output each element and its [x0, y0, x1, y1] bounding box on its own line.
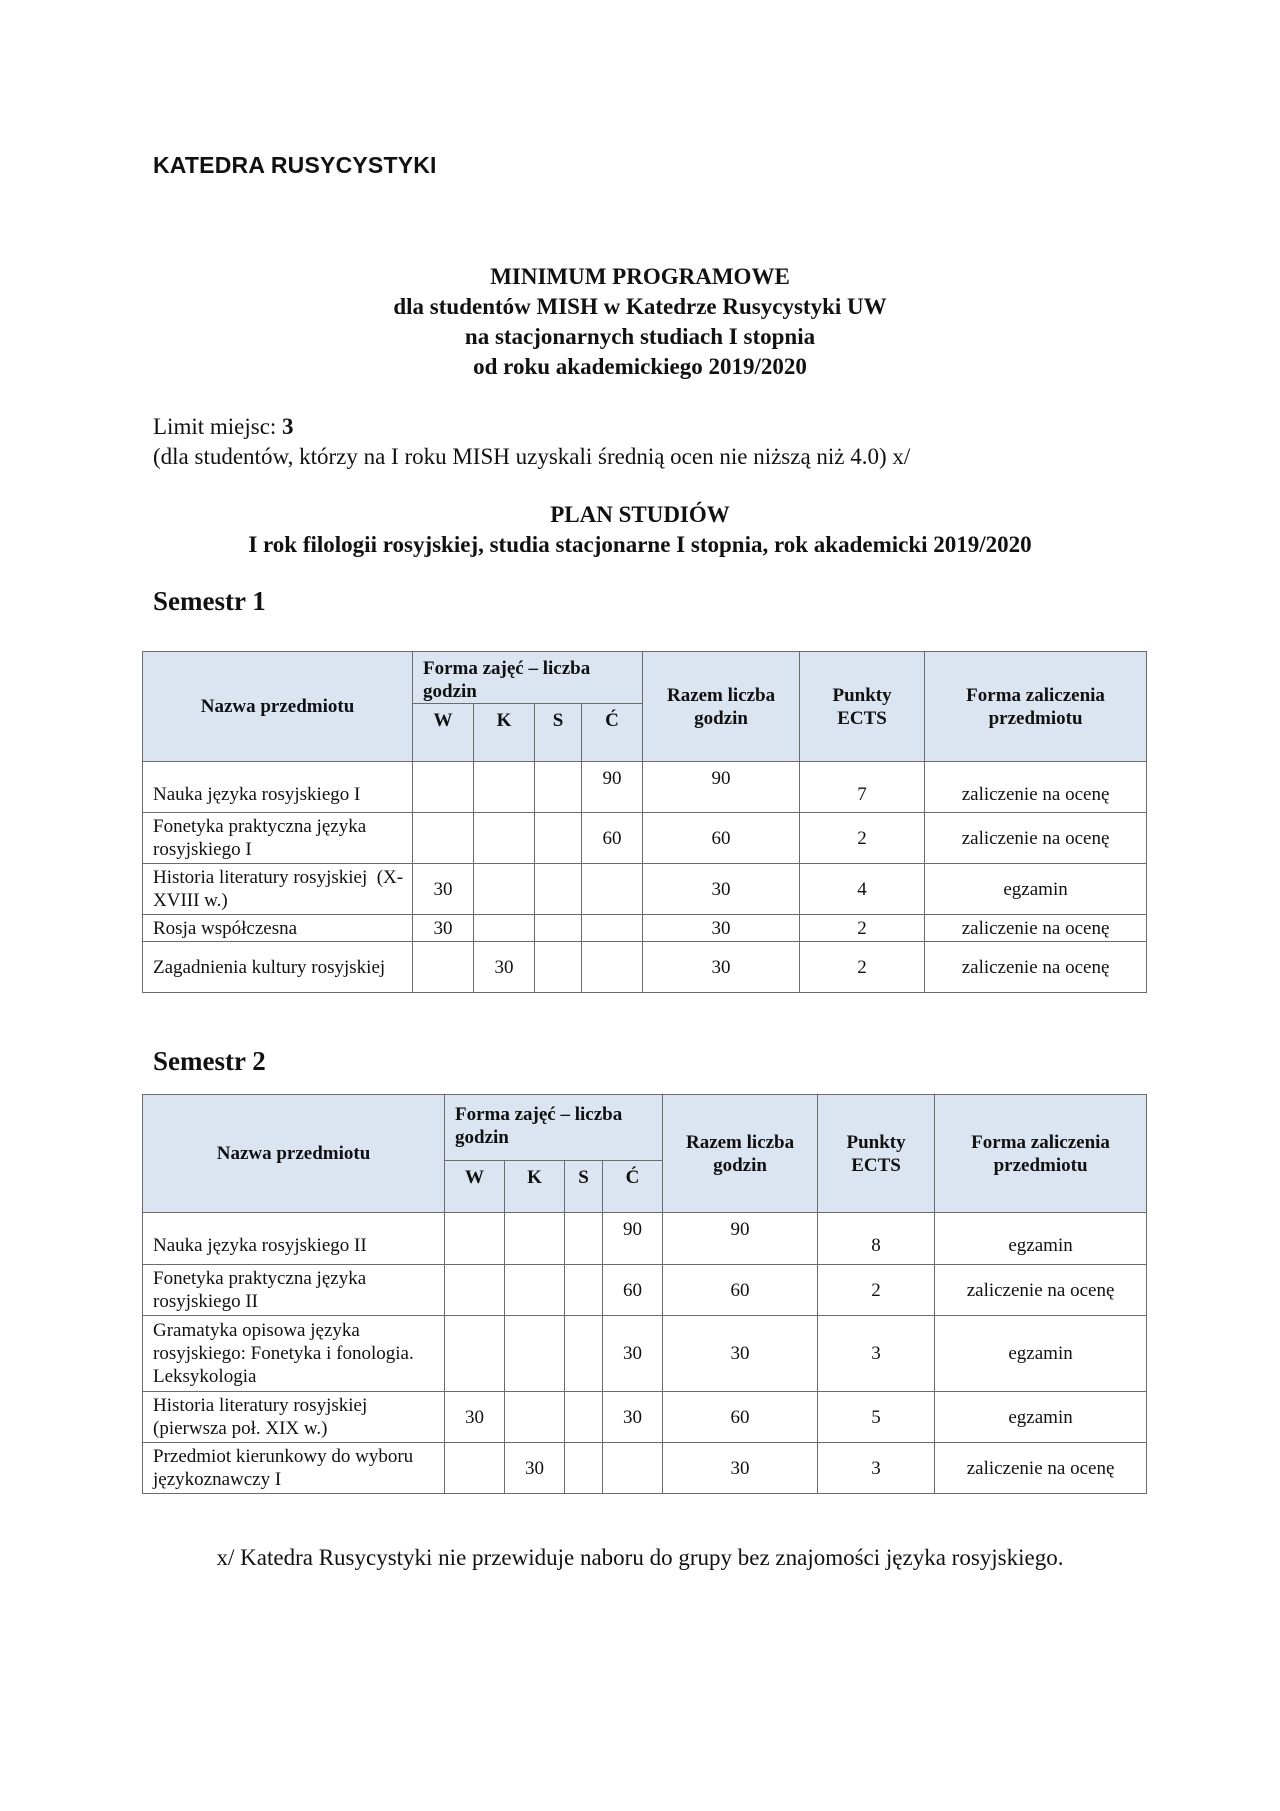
header-w: W [413, 704, 474, 762]
credit-form: zaliczenie na ocenę [935, 1443, 1147, 1494]
header-subject: Nazwa przedmiotu [143, 652, 413, 762]
semester-2-title: Semestr 2 [153, 1046, 266, 1076]
ects-points: 3 [818, 1443, 935, 1494]
header-total: Razem liczba godzin [643, 652, 800, 762]
subject-name: Historia literatury rosyjskiej (X-XVIII w.) [143, 864, 413, 915]
table-row [143, 864, 1147, 915]
header-k: K [474, 704, 535, 762]
enrollment-limit [153, 412, 910, 472]
hours-total: 30 [663, 1316, 818, 1392]
credit-form: zaliczenie na ocenę [935, 1265, 1147, 1316]
hours-total: 90 [643, 762, 800, 813]
hours-c [582, 915, 643, 942]
hours-w [445, 1443, 505, 1494]
credit-form: egzamin [935, 1213, 1147, 1265]
hours-c: 90 [603, 1213, 663, 1265]
credit-form: zaliczenie na ocenę [925, 813, 1147, 864]
subject-name: Nauka języka rosyjskiego II [143, 1213, 445, 1265]
subject-name: Zagadnienia kultury rosyjskiej [143, 942, 413, 993]
hours-w [413, 813, 474, 864]
plan-subtitle: I rok filologii rosyjskiej, studia stacjonarne I stopnia, rok akademicki 2019/2020 [248, 532, 1032, 557]
hours-s [565, 1213, 603, 1265]
hours-k [474, 864, 535, 915]
credit-form: zaliczenie na ocenę [925, 762, 1147, 813]
header-form: Forma zajęć – liczba godzin [445, 1095, 663, 1161]
header-credit: Forma zaliczenia przedmiotu [925, 652, 1147, 762]
ects-points: 2 [800, 813, 925, 864]
credit-form: zaliczenie na ocenę [925, 942, 1147, 993]
hours-s [535, 915, 582, 942]
title-line: dla studentów MISH w Katedrze Rusycystyki UW [393, 294, 887, 319]
hours-s [535, 813, 582, 864]
header-credit: Forma zaliczenia przedmiotu [935, 1095, 1147, 1213]
limit-condition: (dla studentów, którzy na I roku MISH uzyskali średnią ocen nie niższą niż 4.0) x/ [153, 444, 911, 469]
hours-s [565, 1392, 603, 1443]
header-form: Forma zajęć – liczba godzin [413, 652, 643, 704]
hours-total: 30 [663, 1443, 818, 1494]
plan-title: PLAN STUDIÓW [550, 502, 730, 527]
hours-c: 30 [603, 1316, 663, 1392]
table-row [143, 942, 1147, 993]
hours-k [505, 1316, 565, 1392]
hours-w [413, 942, 474, 993]
hours-w: 30 [445, 1392, 505, 1443]
hours-total: 30 [643, 942, 800, 993]
ects-points: 2 [818, 1265, 935, 1316]
limit-label: Limit miejsc: [153, 414, 277, 439]
header-ects: Punkty ECTS [818, 1095, 935, 1213]
credit-form: zaliczenie na ocenę [925, 915, 1147, 942]
header-w: W [445, 1161, 505, 1213]
footnote: x/ Katedra Rusycystyki nie przewiduje naboru do grupy bez znajomości języka rosyjskiego. [216, 1545, 1064, 1570]
hours-c: 60 [603, 1265, 663, 1316]
hours-s [535, 942, 582, 993]
hours-s [565, 1265, 603, 1316]
hours-total: 30 [643, 915, 800, 942]
hours-c [603, 1443, 663, 1494]
hours-k [505, 1265, 565, 1316]
subject-name: Rosja współczesna [143, 915, 413, 942]
hours-w: 30 [413, 915, 474, 942]
semester-2-table [142, 1094, 1147, 1494]
header-c: Ć [582, 704, 643, 762]
hours-w [445, 1265, 505, 1316]
subject-name: Gramatyka opisowa języka rosyjskiego: Fonetyka i fonologia. Leksykologia [143, 1316, 445, 1392]
hours-c [582, 864, 643, 915]
table-row [143, 1443, 1147, 1494]
ects-points: 2 [800, 942, 925, 993]
credit-form: egzamin [935, 1392, 1147, 1443]
hours-k [474, 762, 535, 813]
hours-s [565, 1316, 603, 1392]
hours-k: 30 [474, 942, 535, 993]
table-row [143, 813, 1147, 864]
subject-name: Fonetyka praktyczna języka rosyjskiego II [143, 1265, 445, 1316]
hours-s [535, 864, 582, 915]
hours-k [474, 813, 535, 864]
subject-name: Przedmiot kierunkowy do wyboru językoznawczy I [143, 1443, 445, 1494]
title-line: MINIMUM PROGRAMOWE [490, 264, 790, 289]
hours-c: 60 [582, 813, 643, 864]
header-s: S [535, 704, 582, 762]
hours-c: 90 [582, 762, 643, 813]
subject-name: Historia literatury rosyjskiej (pierwsza poł. XIX w.) [143, 1392, 445, 1443]
semester-1-title: Semestr 1 [153, 586, 266, 616]
hours-w [445, 1316, 505, 1392]
hours-w: 30 [413, 864, 474, 915]
hours-total: 90 [663, 1213, 818, 1265]
table-row [143, 1213, 1147, 1265]
ects-points: 7 [800, 762, 925, 813]
header-ects: Punkty ECTS [800, 652, 925, 762]
title-line: na stacjonarnych studiach I stopnia [464, 324, 816, 349]
limit-value: 3 [282, 414, 294, 439]
table-row [143, 1316, 1147, 1392]
header-c: Ć [603, 1161, 663, 1213]
credit-form: egzamin [935, 1316, 1147, 1392]
credit-form: egzamin [925, 864, 1147, 915]
header-k: K [505, 1161, 565, 1213]
hours-w [413, 762, 474, 813]
subject-name: Nauka języka rosyjskiego I [143, 762, 413, 813]
header-subject: Nazwa przedmiotu [143, 1095, 445, 1213]
table-row [143, 762, 1147, 813]
hours-s [565, 1443, 603, 1494]
title-line: od roku akademickiego 2019/2020 [473, 354, 807, 379]
ects-points: 4 [800, 864, 925, 915]
hours-k [474, 915, 535, 942]
table-row [143, 1265, 1147, 1316]
semester-1-table [142, 651, 1147, 993]
hours-total: 60 [663, 1265, 818, 1316]
table-row [143, 1392, 1147, 1443]
hours-c [582, 942, 643, 993]
hours-c: 30 [603, 1392, 663, 1443]
hours-total: 60 [663, 1392, 818, 1443]
header-total: Razem liczba godzin [663, 1095, 818, 1213]
hours-total: 60 [643, 813, 800, 864]
table-row [143, 915, 1147, 942]
hours-total: 30 [643, 864, 800, 915]
hours-k [505, 1392, 565, 1443]
ects-points: 8 [818, 1213, 935, 1265]
hours-s [535, 762, 582, 813]
hours-k: 30 [505, 1443, 565, 1494]
department-heading: KATEDRA RUSYCYSTYKI [153, 152, 437, 178]
ects-points: 5 [818, 1392, 935, 1443]
hours-k [505, 1213, 565, 1265]
header-s: S [565, 1161, 603, 1213]
plan-heading [0, 500, 1280, 560]
hours-w [445, 1213, 505, 1265]
ects-points: 2 [800, 915, 925, 942]
subject-name: Fonetyka praktyczna języka rosyjskiego I [143, 813, 413, 864]
document-title [0, 262, 1280, 382]
ects-points: 3 [818, 1316, 935, 1392]
